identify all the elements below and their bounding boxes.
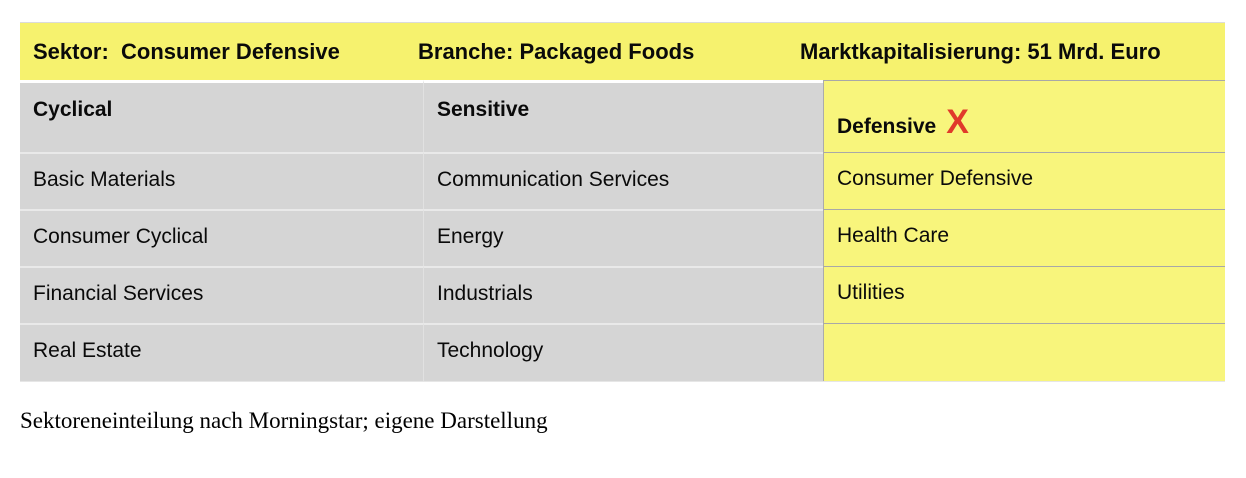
stock-info-banner — [20, 22, 1225, 80]
sector-cell-energy: Energy — [423, 209, 823, 266]
figure-caption: Sektoreneinteilung nach Morningstar; eigene Darstellung — [20, 408, 548, 433]
sector-cell-technology: Technology — [423, 323, 823, 381]
column-header-cyclical: Cyclical — [20, 80, 423, 152]
banner-branche: Branche: Packaged Foods — [418, 38, 695, 64]
sector-cell-real-estate: Real Estate — [20, 323, 423, 381]
sector-cell-basic-materials: Basic Materials — [20, 152, 423, 209]
sector-cell-communication-services: Communication Services — [423, 152, 823, 209]
banner-sektor: Sektor: Consumer Defensive — [33, 38, 340, 64]
sector-cell-consumer-defensive: Consumer Defensive — [823, 152, 1225, 209]
sector-cell-industrials: Industrials — [423, 266, 823, 323]
sector-cell-financial-services: Financial Services — [20, 266, 423, 323]
sector-cell-health-care: Health Care — [823, 209, 1225, 266]
sector-cell-utilities: Utilities — [823, 266, 1225, 323]
column-header-defensive — [823, 80, 1225, 152]
sector-classification-figure — [20, 22, 1225, 382]
defensive-header-label: Defensive — [837, 115, 937, 138]
sector-table — [20, 80, 1225, 382]
red-x-selection-mark: X — [946, 103, 969, 141]
sector-cell-empty — [823, 323, 1225, 381]
sector-cell-consumer-cyclical: Consumer Cyclical — [20, 209, 423, 266]
banner-marktkapitalisierung: Marktkapitalisierung: 51 Mrd. Euro — [800, 38, 1161, 64]
column-header-sensitive: Sensitive — [423, 80, 823, 152]
